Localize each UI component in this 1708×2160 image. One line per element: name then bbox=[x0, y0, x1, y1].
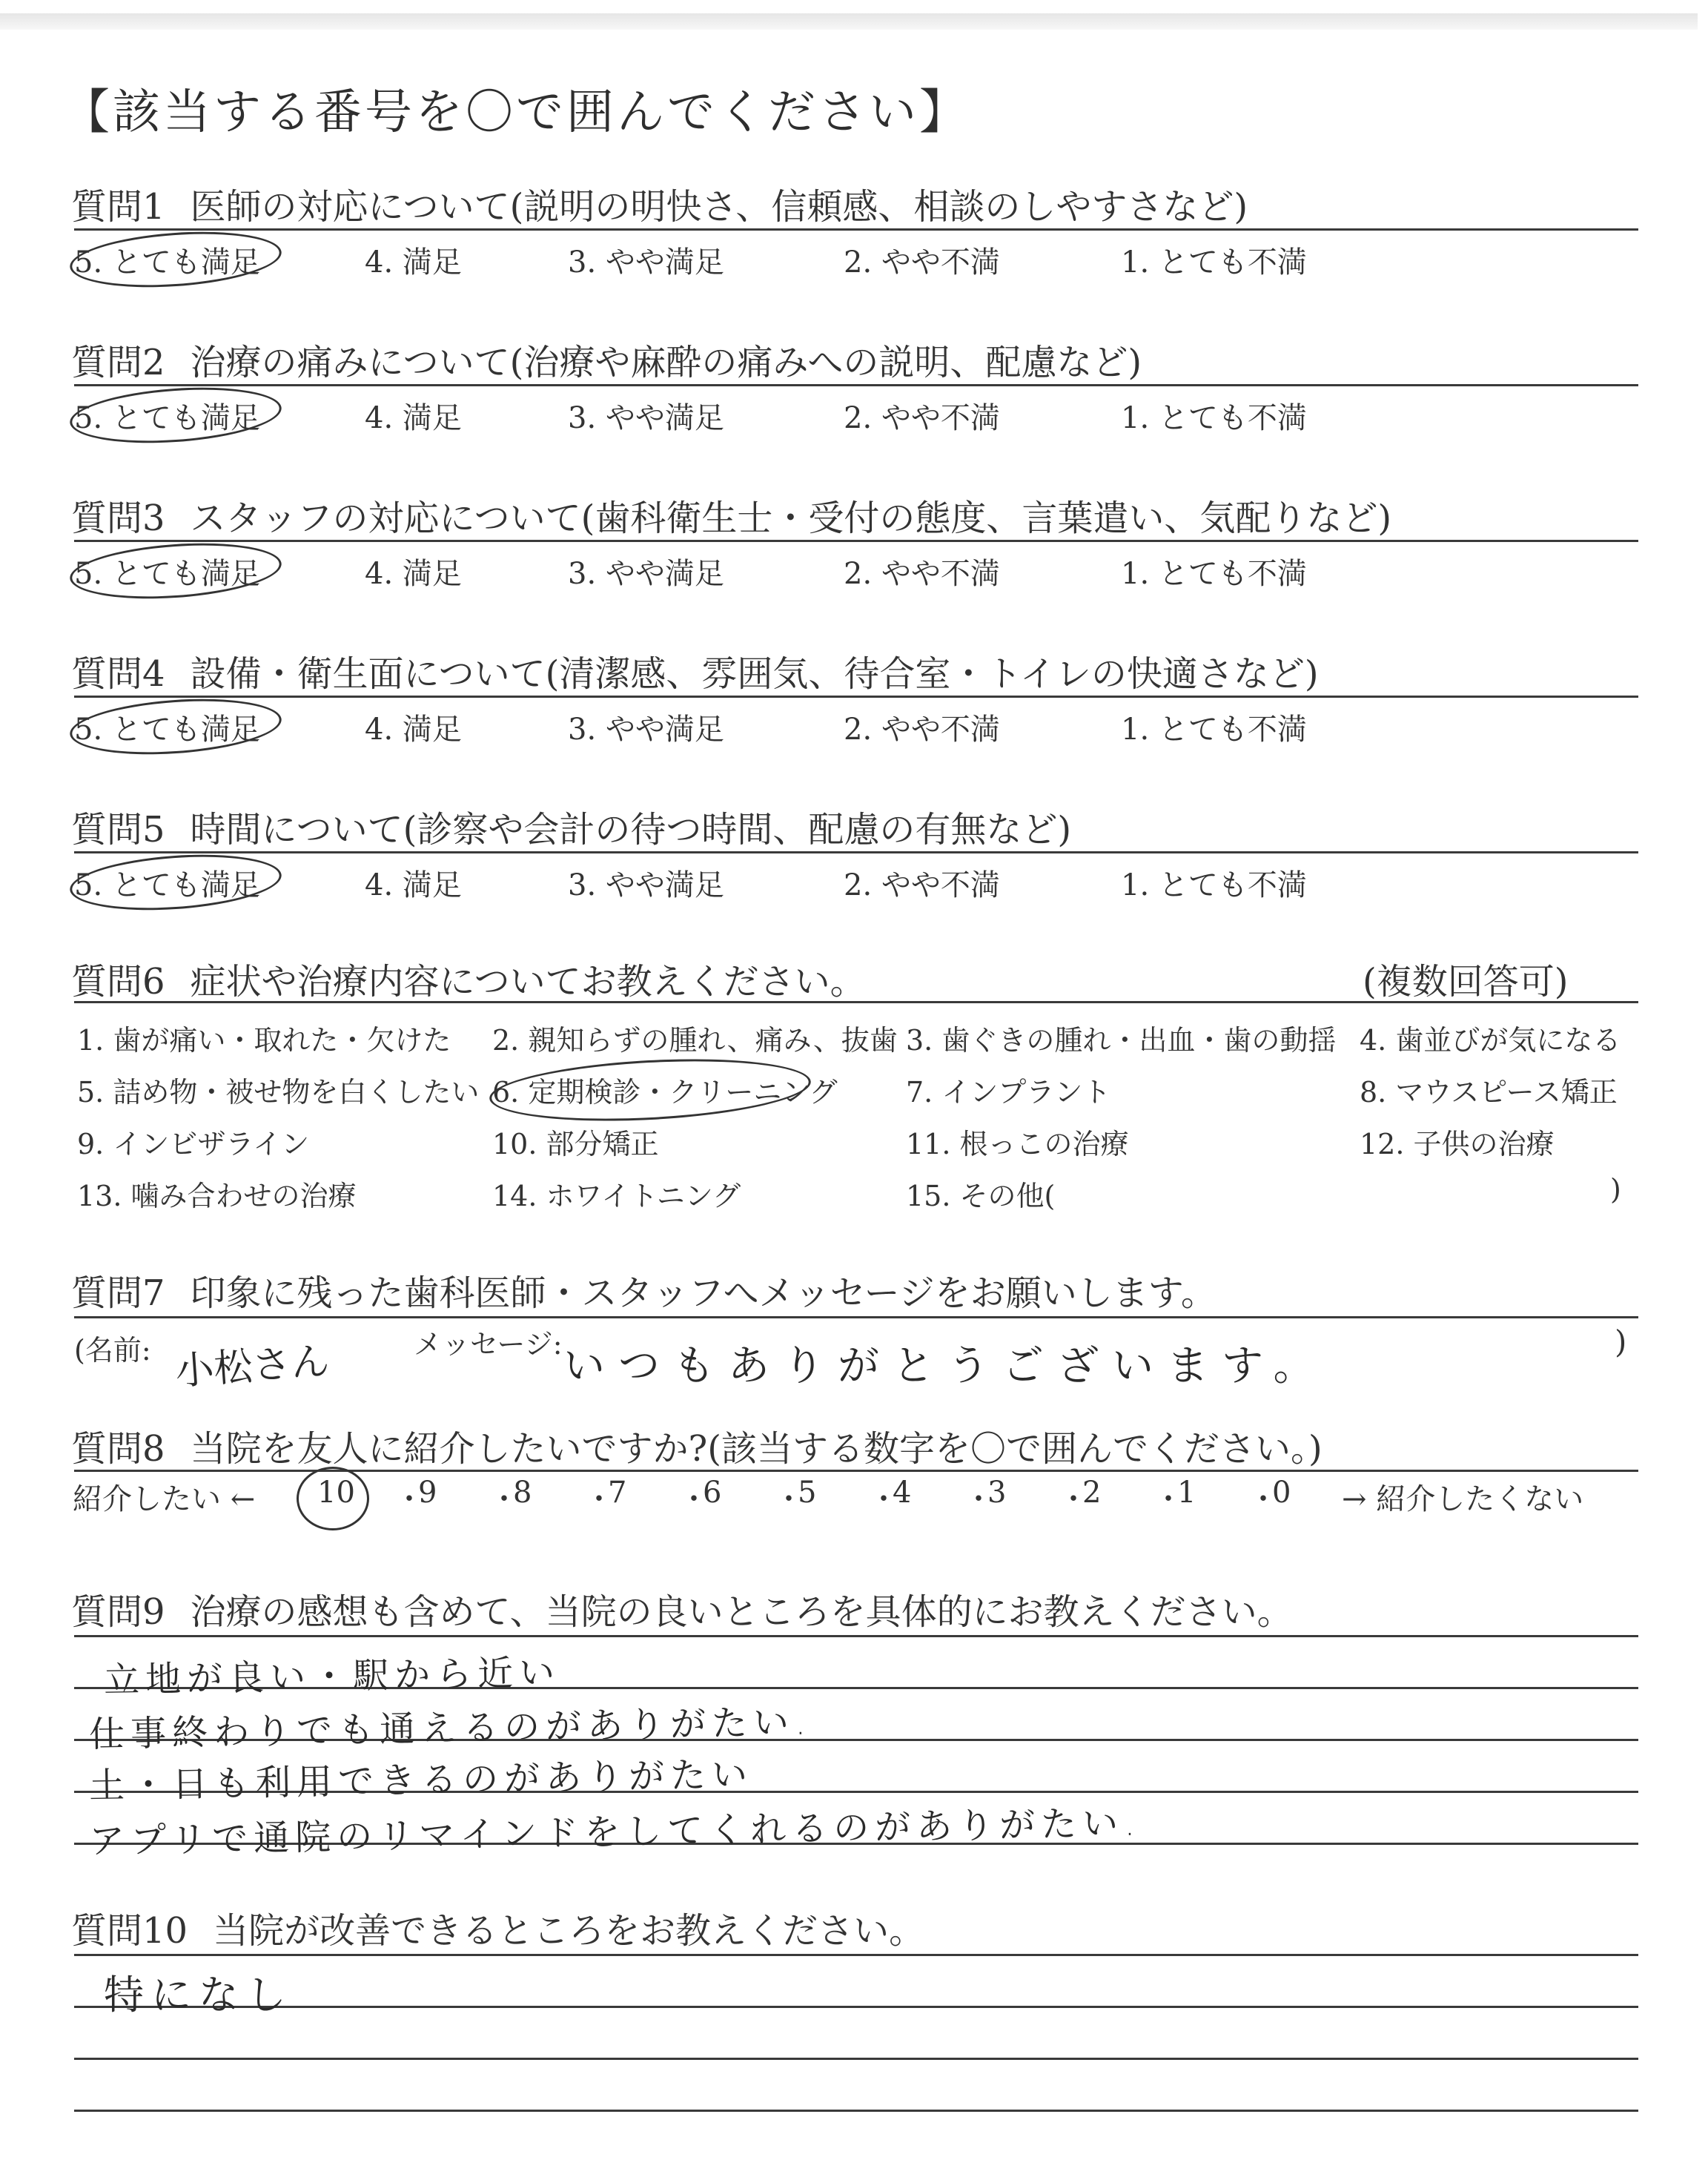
answer-option[interactable]: 4. 満足 bbox=[365, 557, 462, 591]
question-number: 質問1 bbox=[71, 186, 165, 228]
question-number: 質問3 bbox=[71, 498, 165, 539]
q6-item[interactable]: 4. 歯並びが気になる bbox=[1360, 1024, 1621, 1057]
answer-rule bbox=[74, 1635, 1638, 1637]
q6-item[interactable]: 9. インビザライン bbox=[77, 1128, 310, 1160]
answer-option[interactable]: 2. やや不満 bbox=[844, 401, 1000, 435]
answer-option[interactable]: 4. 満足 bbox=[365, 401, 462, 435]
answer-option[interactable]: 1. とても不満 bbox=[1121, 868, 1307, 902]
q6-item[interactable]: 8. マウスピース矯正 bbox=[1360, 1076, 1618, 1109]
answer-option[interactable]: 1. とても不満 bbox=[1121, 557, 1307, 591]
page-title: 【該当する番号を〇で囲んでください】 bbox=[62, 85, 970, 140]
q8-scale-value[interactable]: 8 bbox=[513, 1476, 532, 1510]
question-title-5 bbox=[71, 801, 1071, 852]
q6-rule bbox=[74, 1001, 1638, 1003]
q8-scale-value[interactable]: 0 bbox=[1272, 1476, 1291, 1510]
q6-title: 質問6 症状や治療内容についてお教えください。 bbox=[71, 961, 866, 1003]
question-title-1 bbox=[71, 178, 1248, 229]
question-title-4 bbox=[71, 645, 1319, 696]
q6-item[interactable]: ) bbox=[1610, 1173, 1621, 1206]
q8-scale-value[interactable]: 2 bbox=[1082, 1476, 1102, 1510]
q6-note: (複数回答可) bbox=[1363, 961, 1569, 1003]
selection-circle bbox=[68, 225, 283, 294]
scan-top-edge bbox=[0, 13, 1698, 30]
q8-scale-dot: ・ bbox=[394, 1482, 424, 1516]
question-number: 質問4 bbox=[71, 653, 165, 695]
q6-item[interactable]: 3. 歯ぐきの腫れ・出血・歯の動揺 bbox=[906, 1024, 1337, 1057]
q7-message-label: メッセージ: bbox=[414, 1328, 563, 1361]
q6-item[interactable]: 15. その他( bbox=[906, 1180, 1056, 1212]
q7-message-value: いつもありがとうございます。 bbox=[563, 1342, 1328, 1390]
handwritten-answer: 仕事終わりでも通えるのがありがたい. bbox=[88, 1701, 812, 1756]
q9-title: 質問9 治療の感想も含めて、当院の良いところを具体的にお教えください。 bbox=[71, 1591, 1293, 1633]
q8-scale-dot: ・ bbox=[869, 1482, 898, 1516]
selection-circle bbox=[68, 381, 283, 449]
question-title-2 bbox=[71, 334, 1142, 385]
selection-circle bbox=[68, 693, 283, 761]
answer-option[interactable]: 3. やや満足 bbox=[568, 557, 724, 591]
answer-option[interactable]: 5. とても満足 bbox=[74, 557, 260, 591]
question-text: 医師の対応について(説明の明快さ、信頼感、相談のしやすさなど) bbox=[190, 186, 1248, 228]
q8-scale-value[interactable]: 6 bbox=[703, 1476, 722, 1510]
answer-option[interactable]: 3. やや満足 bbox=[568, 713, 724, 747]
answer-option[interactable]: 4. 満足 bbox=[365, 868, 462, 902]
answer-option[interactable]: 1. とても不満 bbox=[1121, 245, 1307, 280]
answer-option[interactable]: 1. とても不満 bbox=[1121, 401, 1307, 435]
question-text: 時間について(診察や会計の待つ時間、配慮の有無など) bbox=[190, 809, 1072, 851]
selection-circle bbox=[68, 848, 283, 916]
answer-option[interactable]: 3. やや満足 bbox=[568, 868, 724, 902]
answer-option[interactable]: 1. とても不満 bbox=[1121, 713, 1307, 747]
question-rule bbox=[74, 228, 1638, 231]
answer-option[interactable]: 5. とても満足 bbox=[74, 245, 260, 280]
q8-rule bbox=[74, 1470, 1638, 1472]
q7-name-label: (名前: bbox=[74, 1334, 151, 1367]
question-rule bbox=[74, 384, 1638, 386]
q6-item[interactable]: 11. 根っこの治療 bbox=[906, 1128, 1129, 1160]
q8-scale-value[interactable]: 9 bbox=[418, 1476, 437, 1510]
answer-option[interactable]: 2. やや不満 bbox=[844, 557, 1000, 591]
q8-scale-dot: ・ bbox=[489, 1482, 519, 1516]
answer-option[interactable]: 3. やや満足 bbox=[568, 401, 724, 435]
q8-scale-dot: ・ bbox=[679, 1482, 709, 1516]
q6-item[interactable]: 6. 定期検診・クリーニング bbox=[492, 1076, 838, 1109]
answer-option[interactable]: 2. やや不満 bbox=[844, 868, 1000, 902]
q8-scale-value[interactable]: 7 bbox=[608, 1476, 627, 1510]
handwritten-answer: アプリで通院のリマインドをしてくれるのがありがたい. bbox=[88, 1802, 1142, 1863]
q8-scale-value[interactable]: 4 bbox=[893, 1476, 912, 1510]
q6-item[interactable]: 14. ホワイトニング bbox=[492, 1180, 741, 1212]
q8-scale-value[interactable]: 5 bbox=[798, 1476, 817, 1510]
q8-scale-value[interactable]: 1 bbox=[1177, 1476, 1196, 1510]
answer-option[interactable]: 2. やや不満 bbox=[844, 245, 1000, 280]
question-text: スタッフの対応について(歯科衛生士・受付の態度、言葉遣い、気配りなど) bbox=[190, 498, 1392, 539]
answer-rule bbox=[74, 2110, 1638, 2112]
q8-scale-value[interactable]: 3 bbox=[987, 1476, 1007, 1510]
q6-selection-circle bbox=[488, 1052, 812, 1129]
answer-option[interactable]: 4. 満足 bbox=[365, 713, 462, 747]
q8-title: 質問8 当院を友人に紹介したいですか?(該当する数字を〇で囲んでください。) bbox=[71, 1428, 1323, 1470]
q6-item[interactable]: 5. 詰め物・被せ物を白くしたい bbox=[77, 1076, 480, 1109]
handwritten-answer: 立地が良い・駅から近い bbox=[103, 1651, 561, 1702]
q8-scale-dot: ・ bbox=[964, 1482, 993, 1516]
answer-rule bbox=[74, 1954, 1638, 1956]
question-rule bbox=[74, 540, 1638, 542]
q8-scale-value[interactable]: 10 bbox=[317, 1476, 355, 1510]
answer-option[interactable]: 5. とても満足 bbox=[74, 868, 260, 902]
answer-option[interactable]: 2. やや不満 bbox=[844, 713, 1000, 747]
answer-option[interactable]: 5. とても満足 bbox=[74, 713, 260, 747]
q8-scale-dot: ・ bbox=[1059, 1482, 1088, 1516]
question-number: 質問2 bbox=[71, 342, 165, 383]
question-number: 質問5 bbox=[71, 809, 165, 851]
answer-option[interactable]: 4. 満足 bbox=[365, 245, 462, 280]
selection-circle bbox=[68, 537, 283, 605]
question-text: 治療の痛みについて(治療や麻酔の痛みへの説明、配慮など) bbox=[190, 342, 1142, 383]
q8-right-label: → 紹介したくない bbox=[1342, 1482, 1584, 1516]
q7-close-paren: ) bbox=[1615, 1324, 1627, 1360]
question-rule bbox=[74, 696, 1638, 698]
q6-item[interactable]: 2. 親知らずの腫れ、痛み、抜歯 bbox=[492, 1024, 898, 1057]
answer-rule bbox=[74, 2006, 1638, 2008]
answer-option[interactable]: 3. やや満足 bbox=[568, 245, 724, 280]
handwritten-answer: 土・日も利用できるのがありがたい bbox=[88, 1754, 754, 1807]
q7-name-value: 小松さん bbox=[173, 1338, 331, 1395]
q7-rule bbox=[74, 1316, 1638, 1318]
q10-title: 質問10 当院が改善できるところをお教えください。 bbox=[71, 1910, 925, 1952]
question-text: 設備・衛生面について(清潔感、雰囲気、待合室・トイレの快適さなど) bbox=[190, 653, 1319, 695]
q6-item[interactable]: 13. 噛み合わせの治療 bbox=[77, 1180, 357, 1212]
question-rule bbox=[74, 851, 1638, 853]
q8-selection-circle bbox=[297, 1467, 369, 1530]
q6-item[interactable]: 12. 子供の治療 bbox=[1360, 1128, 1555, 1160]
q8-scale-dot: ・ bbox=[1248, 1482, 1278, 1516]
q8-scale-dot: ・ bbox=[774, 1482, 804, 1516]
q6-item[interactable]: 7. インプラント bbox=[906, 1076, 1111, 1109]
q6-item[interactable]: 1. 歯が痛い・取れた・欠けた bbox=[77, 1024, 451, 1057]
answer-option[interactable]: 5. とても満足 bbox=[74, 401, 260, 435]
q8-left-label: 紹介したい ← bbox=[73, 1482, 256, 1516]
handwritten-answer: 特になし bbox=[104, 1972, 294, 2018]
answer-rule bbox=[74, 2058, 1638, 2060]
q6-item[interactable]: 10. 部分矯正 bbox=[492, 1128, 659, 1160]
q8-scale-dot: ・ bbox=[584, 1482, 614, 1516]
q8-scale-dot: ・ bbox=[1153, 1482, 1183, 1516]
question-title-3 bbox=[71, 489, 1391, 541]
q7-title: 質問7 印象に残った歯科医師・スタッフへメッセージをお願いします。 bbox=[71, 1272, 1217, 1314]
